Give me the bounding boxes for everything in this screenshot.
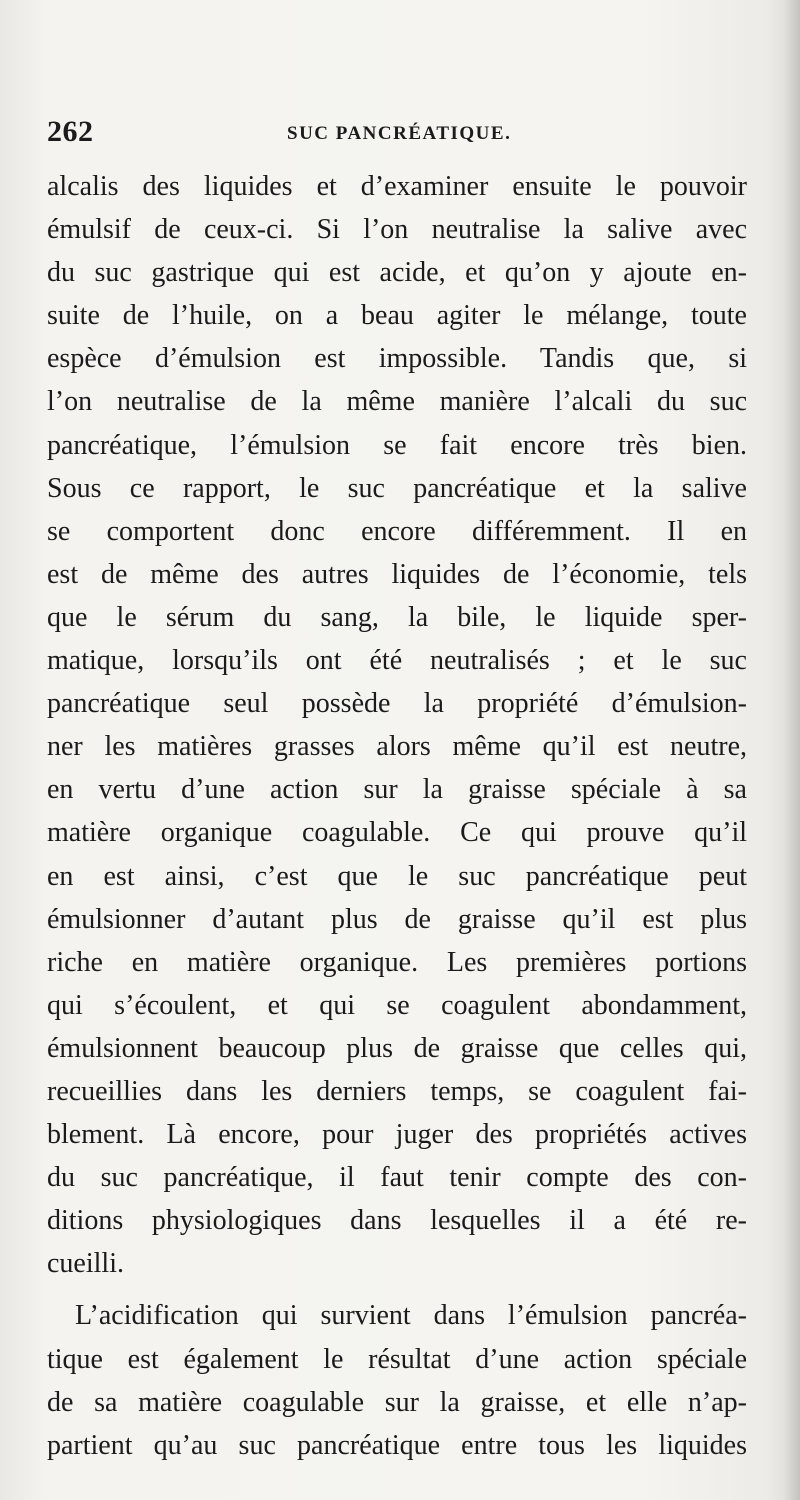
paragraph-2 [47,1294,747,1466]
text-line: l’on neutralise de la même manière l’alcali du suc [47,386,747,418]
text-line: recueillies dans les derniers temps, se coagulent fai- [47,1075,747,1107]
text-line: qui s’écoulent, et qui se coagulent abondamment, [47,989,747,1021]
text-line: se comportent donc encore différemment. Il en [47,515,747,547]
text-line: du suc gastrique qui est acide, et qu’on y ajoute en- [47,257,747,289]
text-line: blement. Là encore, pour juger des propriétés actives [47,1119,747,1151]
text-line: émulsif de ceux-ci. Si l’on neutralise la salive avec [47,214,747,246]
text-line: que le sérum du sang, la bile, le liquide sper- [47,601,747,633]
text-line: en est ainsi, c’est que le suc pancréatique peut [47,860,747,892]
text-line: émulsionner d’autant plus de graisse qu’il est plus [47,903,747,935]
page-number: 262 [47,115,94,148]
text-line: L’acidification qui survient dans l’émulsion pancréa- [75,1300,747,1332]
body-text [47,165,747,1467]
text-line: ner les matières grasses alors même qu’il est neutre, [47,731,747,763]
running-title: SUC PANCRÉATIQUE. [287,123,512,144]
paragraph-gap [47,1285,747,1294]
text-line: tique est également le résultat d’une action spéciale [47,1343,747,1375]
text-line: riche en matière organique. Les premières portions [47,946,747,978]
text-line: suite de l’huile, on a beau agiter le mélange, toute [47,300,747,332]
text-line: matière organique coagulable. Ce qui prouve qu’il [47,817,747,849]
text-line: cueilli. [47,1248,124,1280]
text-line: pancréatique seul possède la propriété d’émulsion- [47,688,747,720]
text-line: matique, lorsqu’ils ont été neutralisés ; et le suc [47,645,747,677]
text-line: espèce d’émulsion est impossible. Tandis que, si [47,343,747,375]
text-line: alcalis des liquides et d’examiner ensuite le pouvoir [47,171,747,202]
text-line: Sous ce rapport, le suc pancréatique et la salive [47,472,747,504]
text-line: partient qu’au suc pancréatique entre tous les liquides [47,1429,747,1461]
text-line: de sa matière coagulable sur la graisse, et elle n’ap- [47,1386,747,1418]
text-line: est de même des autres liquides de l’économie, tels [47,558,747,590]
text-line: du suc pancréatique, il faut tenir compte des con- [47,1162,747,1194]
page-edge-shadow [784,0,800,1500]
text-line: en vertu d’une action sur la graisse spéciale à sa [47,774,747,806]
text-line: émulsionnent beaucoup plus de graisse que celles qui, [47,1032,747,1064]
text-line: ditions physiologiques dans lesquelles il a été re- [47,1205,747,1237]
paragraph-1 [47,165,747,1285]
running-head [47,115,747,155]
text-line: pancréatique, l’émulsion se fait encore très bien. [47,429,747,461]
